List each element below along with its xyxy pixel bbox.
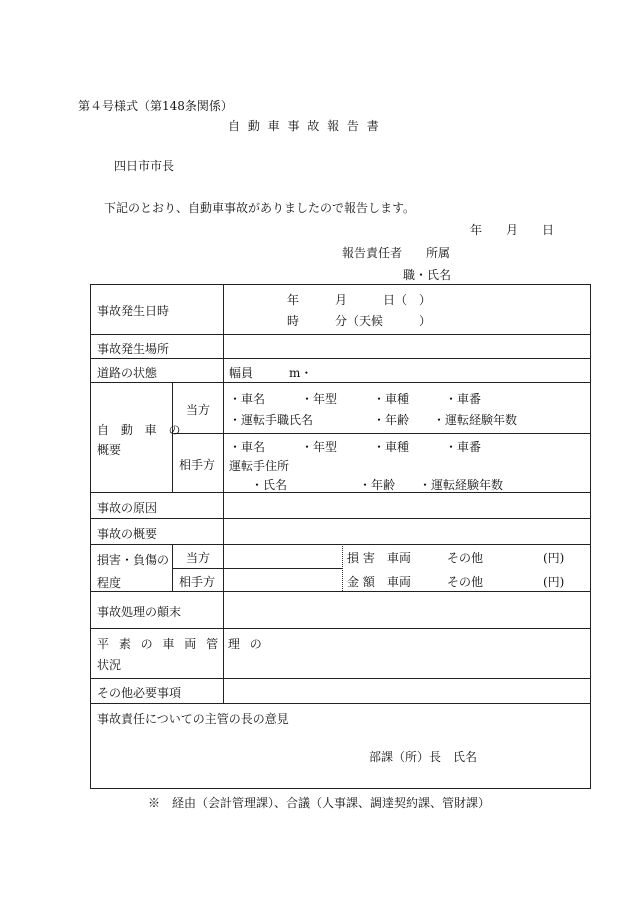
row-divider: [91, 518, 590, 519]
col-divider: [223, 492, 224, 544]
accident-time-weather-field[interactable]: 時 分（天候 ）: [287, 314, 432, 328]
label-vehicle-line1: 自 動 車 の: [97, 423, 185, 437]
label-road-condition: 道路の状態: [97, 366, 158, 380]
row-divider: [91, 591, 590, 592]
label-damage-line2: 程度: [97, 576, 122, 590]
page-title: 自 動 車 事 故 報 告 書: [228, 119, 381, 133]
label-damage-amount-2: 金 額: [347, 575, 375, 589]
label-damage-other: 相手方: [179, 575, 216, 589]
row-divider: [91, 544, 590, 545]
label-accident-place: 事故発生場所: [97, 342, 170, 356]
label-accident-summary: 事故の概要: [97, 527, 158, 541]
col-divider: [223, 544, 224, 591]
row-divider: [91, 628, 590, 629]
intro-text: 下記のとおり、自動車事故がありましたので報告します。: [104, 201, 416, 215]
label-vehicle-line2: 概要: [97, 443, 122, 457]
reporter-name-label: 職・氏名: [403, 268, 452, 282]
row-divider: [91, 382, 590, 383]
form-number: 第４号様式（第148条関係）: [78, 99, 233, 113]
row-divider: [172, 433, 590, 434]
footer-note: ※ 経由（会計管理課）、合議（人事課、調達契約課、管財課）: [148, 796, 491, 810]
label-vehicle-own: 当方: [186, 403, 211, 417]
label-management-line2: 状況: [97, 658, 122, 672]
label-damage-line1: 損害・負傷の: [97, 553, 170, 567]
supervisor-signature-field[interactable]: 部課（所）長 氏名: [369, 750, 478, 764]
row-divider: [91, 334, 590, 335]
row-divider: [91, 678, 590, 679]
addressee: 四日市市長: [114, 159, 175, 173]
accident-date-field[interactable]: 年 月 日（ ）: [287, 293, 432, 307]
label-other-matters: その他必要事項: [97, 686, 182, 700]
label-supervisor-opinion: 事故責任についての主管の長の意見: [97, 712, 289, 726]
report-date-line: 年 月 日: [470, 223, 555, 237]
reporter-affiliation-label: 報告責任者 所属: [342, 246, 451, 260]
row-divider: [91, 703, 590, 704]
label-management-line1: 平 素 の 車 両 管 理 の: [97, 637, 265, 651]
report-form-table: [90, 284, 591, 789]
label-accident-datetime: 事故発生日時: [97, 304, 170, 318]
other-vehicle-info-line3[interactable]: ・氏名 ・年齢 ・運転経験年数: [251, 478, 504, 492]
own-vehicle-info-line2[interactable]: ・運転手職氏名 ・年齢 ・運転経験年数: [229, 413, 518, 427]
row-divider: [172, 568, 342, 569]
col-divider-dotted: [342, 544, 343, 591]
other-damage-amount-field[interactable]: 車両 その他 (円): [387, 575, 565, 589]
col-divider: [223, 382, 224, 492]
label-accident-cause: 事故の原因: [97, 501, 158, 515]
col-divider: [172, 544, 173, 591]
own-damage-amount-field[interactable]: 車両 その他 (円): [387, 551, 565, 565]
col-divider: [223, 285, 224, 382]
label-vehicle-other: 相手方: [179, 458, 216, 472]
road-width-field[interactable]: 幅員 m・: [229, 366, 313, 380]
own-vehicle-info-line1[interactable]: ・車名 ・年型 ・車種 ・車番: [229, 392, 482, 406]
label-accident-disposal: 事故処理の顛末: [97, 605, 182, 619]
row-divider: [91, 358, 590, 359]
other-vehicle-address[interactable]: 運転手住所: [229, 459, 290, 473]
label-damage-amount-1: 損 害: [347, 551, 375, 565]
other-vehicle-info-line1[interactable]: ・車名 ・年型 ・車種 ・車番: [229, 440, 482, 454]
label-damage-own: 当方: [186, 551, 211, 565]
